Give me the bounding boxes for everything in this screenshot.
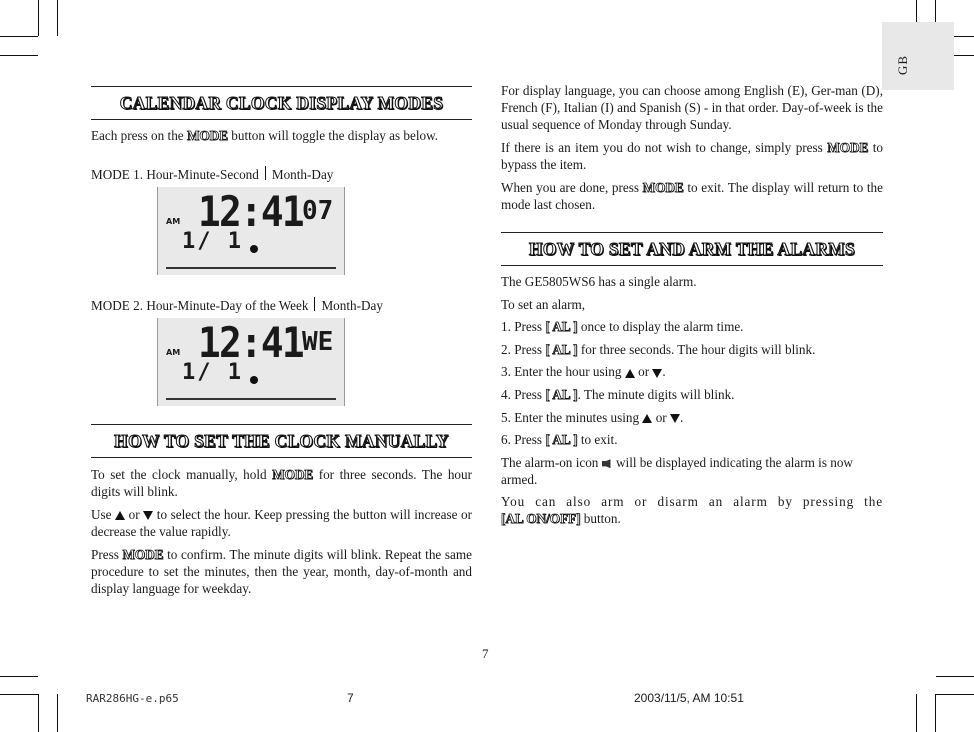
alarm-instructions xyxy=(501,273,883,533)
lcd-time: 12:41 xyxy=(198,318,303,367)
mode-key: MODE xyxy=(642,180,684,195)
al-key: [ AL ] xyxy=(545,319,578,335)
intro-paragraph: Each press on the MODE button will toggle the display as below. xyxy=(91,128,439,143)
crop-mark xyxy=(936,676,974,677)
crop-mark xyxy=(935,694,936,732)
step: 1. Press [ AL ] once to display the alarm time. xyxy=(501,319,744,335)
language-tab-label: GB xyxy=(895,54,910,75)
page-number: 7 xyxy=(482,646,489,661)
language-instructions xyxy=(501,82,883,213)
down-arrow-icon xyxy=(143,511,153,520)
crop-mark xyxy=(0,676,38,677)
step: 6. Press [ AL ] to exit. xyxy=(501,432,618,448)
lcd-weekday: WE xyxy=(302,327,334,357)
lcd-display-mode1 xyxy=(157,187,345,275)
al-on-off-key: [AL ON/OFF] xyxy=(501,511,581,527)
up-arrow-icon xyxy=(625,369,635,378)
lcd-bar xyxy=(166,398,336,400)
lcd-date: 1/ 1 xyxy=(182,360,243,385)
lcd-date: 1/ 1 xyxy=(182,229,243,254)
step: 2. Press [ AL ] for three seconds. The hour digits will blink. xyxy=(501,341,816,357)
mode-key: MODE xyxy=(122,547,164,562)
paragraph: The GE5805WS6 has a single alarm. xyxy=(501,274,697,289)
separator xyxy=(265,166,266,180)
rule-bottom xyxy=(91,457,472,458)
am-indicator: AM xyxy=(166,348,181,357)
rule-top xyxy=(91,424,472,425)
footer-page: 7 xyxy=(347,691,354,705)
rule-bottom xyxy=(91,119,472,120)
mode1-caption: MODE 1. Hour-Minute-Second Month-Day xyxy=(91,167,334,182)
crop-mark xyxy=(57,694,58,732)
lcd-dot xyxy=(250,245,258,253)
step: 4. Press [ AL ]. The minute digits will blink. xyxy=(501,386,735,402)
up-arrow-icon xyxy=(115,511,125,520)
footer-date: 2003/11/5, AM 10:51 xyxy=(634,691,744,705)
paragraph: When you are done, press MODE to exit. The display will return to the mode last chosen. xyxy=(501,180,883,212)
mode-key: MODE xyxy=(186,128,228,143)
mode2-caption: MODE 2. Hour-Minute-Day of the Week Month-Day xyxy=(91,298,383,313)
rule-top xyxy=(91,86,472,87)
step: 3. Enter the hour using or . xyxy=(501,364,666,380)
rule-top xyxy=(501,232,883,233)
section-title: CALENDAR CLOCK DISPLAY MODES xyxy=(119,93,444,113)
lcd-time: 12:41 xyxy=(198,187,303,236)
crop-mark xyxy=(936,694,974,695)
clock-instructions xyxy=(91,466,472,597)
crop-mark xyxy=(0,55,38,56)
section-header-clock xyxy=(91,424,472,458)
language-tab xyxy=(882,22,954,90)
lcd-display-mode2 xyxy=(157,318,345,406)
mode-key: MODE xyxy=(827,140,869,155)
alarm-on-icon xyxy=(602,459,613,468)
up-arrow-icon xyxy=(642,414,652,423)
down-arrow-icon xyxy=(652,369,662,378)
crop-mark xyxy=(38,0,39,36)
section-title: HOW TO SET THE CLOCK MANUALLY xyxy=(114,431,449,451)
al-key: [ AL ] xyxy=(545,341,578,357)
paragraph: To set the clock manually, hold MODE for three seconds. The hour digits will blink. xyxy=(91,467,472,499)
crop-mark xyxy=(0,694,38,695)
section-title: HOW TO SET AND ARM THE ALARMS xyxy=(528,239,856,259)
crop-mark xyxy=(916,694,917,732)
paragraph: The alarm-on icon will be displayed indicating the alarm is now armed. xyxy=(501,454,853,487)
paragraph: Press MODE to confirm. The minute digits will blink. Repeat the same procedure to set the minutes, then the year, month, day-of-month and display language for weekday. xyxy=(91,547,472,596)
section-header-alarms xyxy=(501,232,883,266)
rule-bottom xyxy=(501,265,883,266)
am-indicator: AM xyxy=(166,217,181,226)
lcd-dot xyxy=(250,376,258,384)
al-key: [ AL ] xyxy=(545,386,578,402)
separator xyxy=(314,297,315,311)
paragraph: If there is an item you do not wish to change, simply press MODE to bypass the item. xyxy=(501,140,883,172)
crop-mark xyxy=(57,0,58,36)
section-header-calendar xyxy=(91,86,472,120)
paragraph: For display language, you can choose among English (E), Ger-man (D), French (F), Italian (I) and Spanish (S) - in that order. Day-of-week is the usual sequence of Monday through Sunday. xyxy=(501,83,883,132)
al-key: [ AL ] xyxy=(545,432,578,448)
paragraph: [AL ON/OFF] button. xyxy=(501,511,621,527)
footer-filename: RAR286HG-e.p65 xyxy=(86,692,179,705)
lcd-seconds: 07 xyxy=(302,196,334,226)
mode-key: MODE xyxy=(272,467,314,482)
lcd-bar xyxy=(166,267,336,269)
crop-mark xyxy=(38,694,39,732)
step: 5. Enter the minutes using or . xyxy=(501,409,684,425)
crop-mark xyxy=(0,36,38,37)
paragraph: To set an alarm, xyxy=(501,296,586,312)
down-arrow-icon xyxy=(670,414,680,423)
paragraph: Use or to select the hour. Keep pressing the button will increase or decrease the value rapidly. xyxy=(91,507,472,539)
paragraph: You can also arm or disarm an alarm by pressing the xyxy=(501,494,883,510)
